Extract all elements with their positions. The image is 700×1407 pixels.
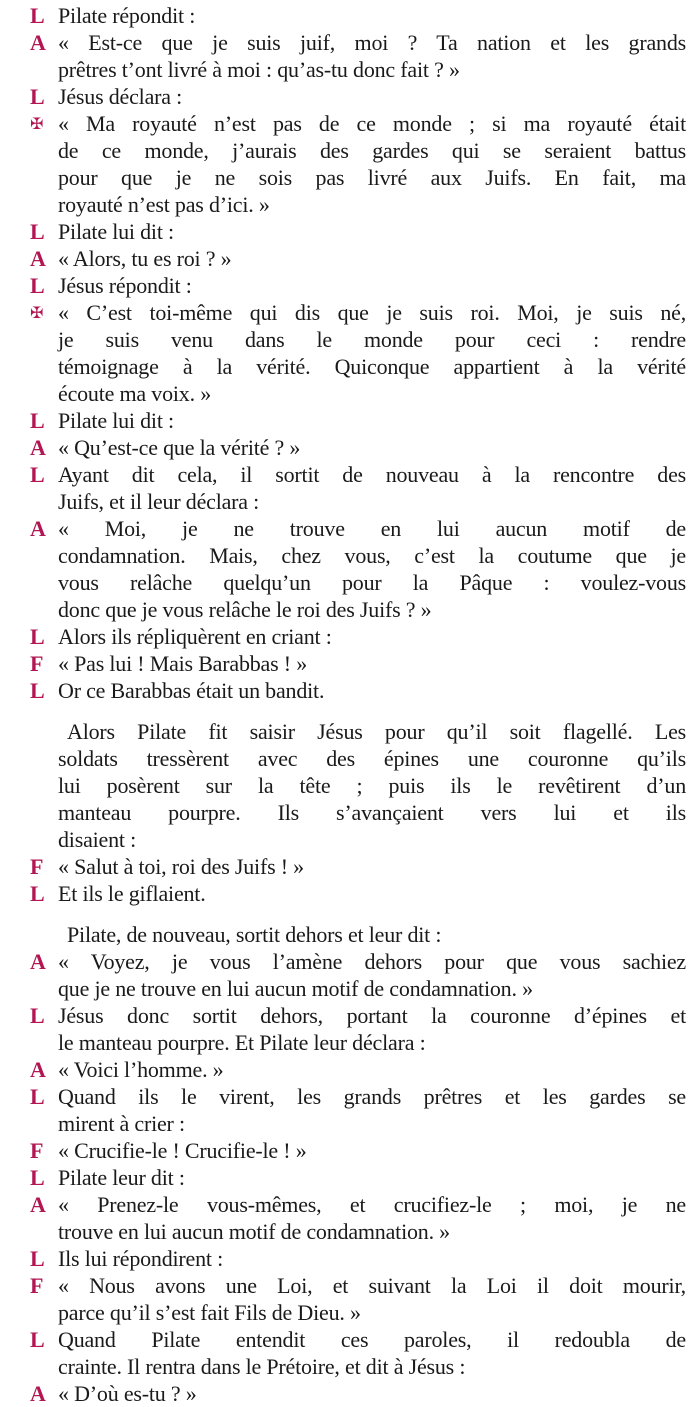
paragraph-lines: [58, 853, 686, 880]
paragraph: [0, 272, 700, 299]
speaker-label: F: [30, 1138, 44, 1163]
paragraph-lines: [58, 718, 686, 853]
paragraph: [0, 218, 700, 245]
text-line: le manteau pourpre. Et Pilate leur déclara :: [58, 1030, 426, 1055]
text-line: « C’est toi-même qui dis que je suis roi. Moi, je suis né,: [58, 300, 686, 325]
paragraph: [0, 623, 700, 650]
paragraph: [0, 880, 700, 907]
speaker-label: L: [30, 678, 45, 703]
paragraph: [0, 2, 700, 29]
paragraph-lines: [58, 2, 686, 29]
paragraph: [0, 29, 700, 83]
text-line: vous relâche quelqu’un pour la Pâque : voulez-vous: [58, 570, 686, 595]
speaker-label: A: [30, 1192, 46, 1217]
paragraph: [0, 1083, 700, 1137]
paragraph-lines: [58, 1272, 686, 1326]
speaker-label: A: [30, 516, 46, 541]
paragraph: [0, 110, 700, 218]
text-line: « Qu’est-ce que la vérité ? »: [58, 435, 301, 460]
paragraph-lines: [58, 110, 686, 218]
text-line: Jésus donc sortit dehors, portant la couronne d’épines et: [58, 1003, 686, 1028]
speaker-label: A: [30, 435, 46, 460]
speaker-label: A: [30, 1057, 46, 1082]
paragraph-lines: [58, 407, 686, 434]
text-line: je suis venu dans le monde pour ceci : rendre: [58, 327, 686, 352]
paragraph-lines: [58, 434, 686, 461]
paragraph: [0, 1056, 700, 1083]
paragraph: [0, 677, 700, 704]
text-line: témoignage à la vérité. Quiconque appartient à la vérité: [58, 354, 686, 379]
text-line: Pilate leur dit :: [58, 1165, 185, 1190]
text-line: pour que je ne sois pas livré aux Juifs. En fait, ma: [58, 165, 686, 190]
text-line: crainte. Il rentra dans le Prétoire, et dit à Jésus :: [58, 1354, 466, 1379]
text-line: que je ne trouve en lui aucun motif de condamnation. »: [58, 976, 533, 1001]
text-line: « Est-ce que je suis juif, moi ? Ta nation et les grands: [58, 30, 686, 55]
paragraph-lines: [58, 272, 686, 299]
paragraph: [0, 434, 700, 461]
speaker-label: F: [30, 854, 44, 879]
paragraph: [0, 299, 700, 407]
text-line: trouve en lui aucun motif de condamnation. »: [58, 1219, 450, 1244]
text-line: « Alors, tu es roi ? »: [58, 246, 232, 271]
text-line: « Ma royauté n’est pas de ce monde ; si ma royauté était: [58, 111, 686, 136]
speaker-label: L: [30, 881, 45, 906]
paragraph: [0, 1002, 700, 1056]
paragraph: [0, 650, 700, 677]
paragraph: [0, 1326, 700, 1380]
text-line: « Nous avons une Loi, et suivant la Loi il doit mourir,: [58, 1273, 686, 1298]
text-line: « Prenez-le vous-mêmes, et crucifiez-le ; moi, je ne: [58, 1192, 686, 1217]
text-line: Jésus répondit :: [58, 273, 192, 298]
paragraph-lines: [58, 1245, 686, 1272]
paragraph-lines: [58, 83, 686, 110]
paragraph-lines: [58, 650, 686, 677]
text-line: Quand ils le virent, les grands prêtres et les gardes se: [58, 1084, 686, 1109]
text-line: Ayant dit cela, il sortit de nouveau à la rencontre des: [58, 462, 686, 487]
paragraph-lines: [58, 623, 686, 650]
text-line: manteau pourpre. Ils s’avançaient vers lui et ils: [58, 800, 686, 825]
christ-cross-icon: ✠: [30, 303, 44, 322]
text-line: Ils lui répondirent :: [58, 1246, 224, 1271]
paragraph: [0, 83, 700, 110]
paragraph: [0, 718, 700, 853]
text-line: soldats tressèrent avec des épines une couronne qu’ils: [58, 746, 686, 771]
text-line: « Crucifie-le ! Crucifie-le ! »: [58, 1138, 307, 1163]
text-line: parce qu’il s’est fait Fils de Dieu. »: [58, 1300, 361, 1325]
paragraph-lines: [58, 1326, 686, 1380]
speaker-label: F: [30, 651, 44, 676]
text-line: donc que je vous relâche le roi des Juifs ? »: [58, 597, 432, 622]
speaker-label: L: [30, 1327, 45, 1352]
speaker-label: L: [30, 1165, 45, 1190]
paragraph-lines: [58, 921, 686, 948]
paragraph-lines: [58, 1083, 686, 1137]
paragraph-lines: [58, 948, 686, 1002]
text-line: Pilate répondit :: [58, 3, 196, 28]
paragraph-lines: [58, 1056, 686, 1083]
paragraph-lines: [58, 1137, 686, 1164]
text-line: condamnation. Mais, chez vous, c’est la coutume que je: [58, 543, 686, 568]
speaker-label: A: [30, 1381, 46, 1406]
text-line: « Salut à toi, roi des Juifs ! »: [58, 854, 304, 879]
paragraph: [0, 948, 700, 1002]
text-line: mirent à crier :: [58, 1111, 185, 1136]
paragraph-lines: [58, 1191, 686, 1245]
paragraph: [0, 245, 700, 272]
paragraph: [0, 1137, 700, 1164]
speaker-label: A: [30, 30, 46, 55]
speaker-label: L: [30, 84, 45, 109]
paragraph-lines: [58, 461, 686, 515]
text-line: « D’où es-tu ? »: [58, 1381, 197, 1406]
text-line: « Moi, je ne trouve en lui aucun motif de: [58, 516, 686, 541]
text-line: Pilate lui dit :: [58, 219, 174, 244]
paragraph-lines: [58, 218, 686, 245]
text-line: Et ils le giflaient.: [58, 881, 206, 906]
paragraph-lines: [58, 880, 686, 907]
paragraph-lines: [58, 515, 686, 623]
text-line: prêtres t’ont livré à moi : qu’as-tu donc fait ? »: [58, 57, 460, 82]
speaker-label: L: [30, 1003, 45, 1028]
paragraph-lines: [58, 1164, 686, 1191]
paragraph: [0, 1272, 700, 1326]
text-line: Juifs, et il leur déclara :: [58, 489, 260, 514]
text-line: écoute ma voix. »: [58, 381, 211, 406]
paragraph: [0, 461, 700, 515]
speaker-label: L: [30, 462, 45, 487]
speaker-label: L: [30, 219, 45, 244]
speaker-label: L: [30, 1246, 45, 1271]
text-line: Alors Pilate fit saisir Jésus pour qu’il soit flagellé. Les: [67, 719, 686, 744]
text-line: royauté n’est pas d’ici. »: [58, 192, 270, 217]
paragraph: [0, 1191, 700, 1245]
paragraph: [0, 853, 700, 880]
speaker-label: L: [30, 273, 45, 298]
text-line: de ce monde, j’aurais des gardes qui se seraient battus: [58, 138, 686, 163]
text-line: Pilate, de nouveau, sortit dehors et leur dit :: [67, 922, 442, 947]
text-line: Alors ils répliquèrent en criant :: [58, 624, 332, 649]
paragraph: [0, 407, 700, 434]
paragraph-lines: [58, 677, 686, 704]
text-line: « Pas lui ! Mais Barabbas ! »: [58, 651, 307, 676]
paragraph: [0, 515, 700, 623]
text-line: « Voyez, je vous l’amène dehors pour que vous sachiez: [58, 949, 686, 974]
speaker-label: A: [30, 246, 46, 271]
text-line: Quand Pilate entendit ces paroles, il redoubla de: [58, 1327, 686, 1352]
paragraph: [0, 1164, 700, 1191]
text-line: lui posèrent sur la tête ; puis ils le revêtirent d’un: [58, 773, 686, 798]
speaker-label: L: [30, 408, 45, 433]
speaker-label: L: [30, 624, 45, 649]
paragraph-lines: [58, 245, 686, 272]
paragraph-lines: [58, 1002, 686, 1056]
christ-cross-icon: ✠: [30, 114, 44, 133]
text-line: Pilate lui dit :: [58, 408, 174, 433]
speaker-label: F: [30, 1273, 44, 1298]
speaker-label: A: [30, 949, 46, 974]
text-line: « Voici l’homme. »: [58, 1057, 224, 1082]
speaker-label: L: [30, 1084, 45, 1109]
paragraph: [0, 921, 700, 948]
paragraph-lines: [58, 29, 686, 83]
text-line: disaient :: [58, 827, 137, 852]
text-line: Or ce Barabbas était un bandit.: [58, 678, 325, 703]
text-line: Jésus déclara :: [58, 84, 183, 109]
paragraph: [0, 1245, 700, 1272]
paragraph-lines: [58, 299, 686, 407]
speaker-label: L: [30, 3, 45, 28]
